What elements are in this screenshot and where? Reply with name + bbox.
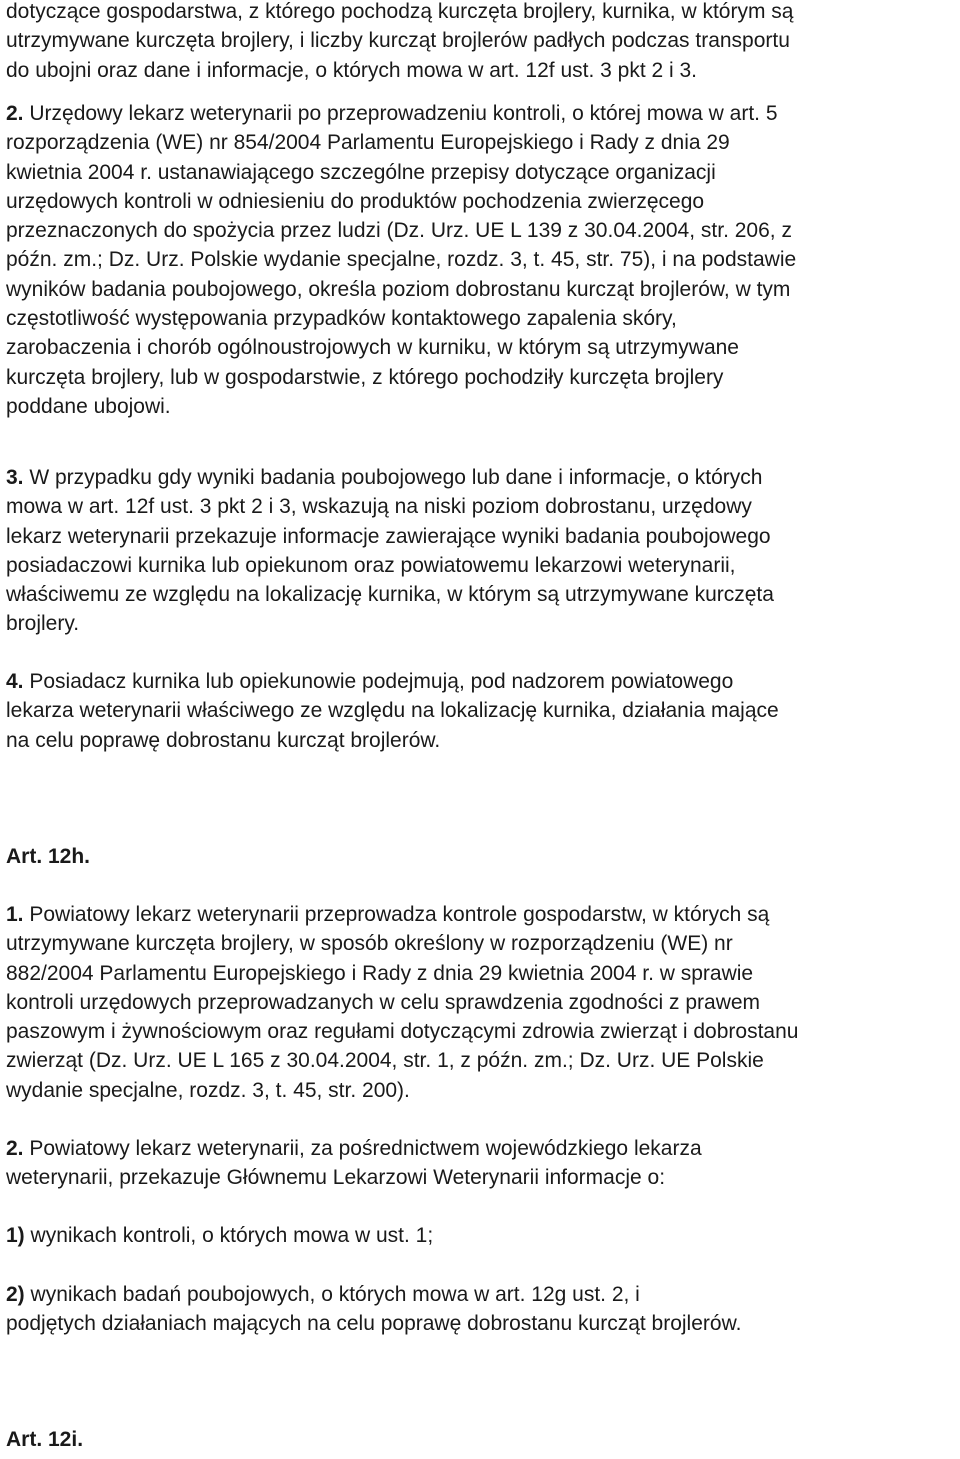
text-line (6, 99, 796, 128)
text-line: wydanie specjalne, rozdz. 3, t. 45, str. 200). (6, 1078, 410, 1102)
text-line: utrzymywane kurczęta brojlery, i liczby kurcząt brojlerów padłych podczas transportu (6, 29, 790, 53)
text-line: właściwemu ze względu na lokalizację kurnika, w którym są utrzymywane kurczęta (6, 583, 774, 607)
list-item-1 (6, 1221, 433, 1250)
text-line: lekarz weterynarii przekazuje informacje zawierające wyniki badania poubojowego (6, 524, 771, 548)
text-fragment: W przypadku gdy wyniki badania poubojowego lub dane i informacje, o których (23, 466, 763, 489)
text-line: paszowym i żywnościowym oraz regułami dotyczącymi zdrowia zwierząt i dobrostanu (6, 1020, 799, 1044)
text-line: utrzymywane kurczęta brojlery, w sposób określony w rozporządzeniu (WE) nr (6, 932, 733, 956)
paragraph-number: 1. (6, 903, 24, 926)
text-line: przeznaczonych do spożycia przez ludzi (Dz. Urz. UE L 139 z 30.04.2004, str. 206, z (6, 219, 792, 243)
text-line: podjętych działaniach mających na celu poprawę dobrostanu kurcząt brojlerów. (6, 1312, 742, 1336)
text-line (6, 667, 779, 696)
text-line: kurczęta brojlery, lub w gospodarstwie, z którego pochodziły kurczęta brojlery (6, 365, 724, 389)
text-line: wyników badania poubojowego, określa poziom dobrostanu kurcząt brojlerów, w tym (6, 277, 791, 301)
paragraph-continuation (6, 0, 793, 85)
paragraph-12h-2 (6, 1134, 702, 1193)
paragraph-4 (6, 667, 779, 755)
text-line (6, 1134, 702, 1163)
paragraph-number: 2. (6, 102, 24, 125)
article-heading-12i: Art. 12i. (6, 1428, 84, 1451)
text-fragment: wynikach kontroli, o których mowa w ust. 1; (24, 1224, 434, 1247)
text-line: kontroli urzędowych przeprowadzanych w celu sprawdzenia zgodności z prawem (6, 990, 761, 1014)
text-line: kwietnia 2004 r. ustanawiającego szczególne przepisy dotyczące organizacji (6, 160, 716, 184)
text-fragment: Posiadacz kurnika lub opiekunowie podejmują, pod nadzorem powiatowego (23, 670, 734, 693)
text-line (6, 463, 774, 492)
text-line: urzędowych kontroli w odniesieniu do produktów pochodzenia zwierzęcego (6, 189, 705, 213)
text-line: późn. zm.; Dz. Urz. Polskie wydanie specjalne, rozdz. 3, t. 45, str. 75), i na podstawie (6, 248, 797, 272)
text-line: mowa w art. 12f ust. 3 pkt 2 i 3, wskazują na niski poziom dobrostanu, urzędowy (6, 495, 752, 519)
text-line: dotyczące gospodarstwa, z którego pochodzą kurczęta brojlery, kurnika, w którym są (6, 0, 794, 23)
text-line: częstotliwość występowania przypadków kontaktowego zapalenia skóry, (6, 307, 677, 331)
text-line: na celu poprawę dobrostanu kurcząt brojlerów. (6, 728, 441, 752)
paragraph-number: 2. (6, 1137, 24, 1160)
list-item-number: 1) (6, 1224, 25, 1247)
text-line: zarobaczenia i chorób ogólnoustrojowych w kurniku, w którym są utrzymywane (6, 336, 739, 360)
text-line (6, 900, 798, 929)
text-fragment: Powiatowy lekarz weterynarii, za pośrednictwem wojewódzkiego lekarza (23, 1137, 702, 1160)
paragraph-2 (6, 99, 796, 421)
text-fragment: wynikach badań poubojowych, o których mowa w art. 12g ust. 2, i (24, 1283, 640, 1306)
paragraph-number: 3. (6, 466, 24, 489)
list-item-number: 2) (6, 1283, 25, 1306)
list-item-2 (6, 1280, 741, 1339)
text-fragment: Urzędowy lekarz weterynarii po przeprowadzeniu kontroli, o której mowa w art. 5 (23, 102, 778, 125)
article-heading-12h: Art. 12h. (6, 845, 91, 868)
text-line: do ubojni oraz dane i informacje, o których mowa w art. 12f ust. 3 pkt 2 i 3. (6, 58, 698, 82)
text-line: posiadaczowi kurnika lub opiekunom oraz powiatowemu lekarzowi weterynarii, (6, 553, 736, 577)
text-line: 882/2004 Parlamentu Europejskiego i Rady z dnia 29 kwietnia 2004 r. w sprawie (6, 961, 754, 985)
paragraph-3 (6, 463, 774, 639)
paragraph-12h-1 (6, 900, 798, 1105)
text-line: rozporządzenia (WE) nr 854/2004 Parlamentu Europejskiego i Rady z dnia 29 (6, 131, 730, 155)
text-fragment: Powiatowy lekarz weterynarii przeprowadza kontrole gospodarstw, w których są (23, 903, 770, 926)
text-line (6, 1221, 433, 1250)
text-line: brojlery. (6, 612, 80, 636)
text-line: poddane ubojowi. (6, 394, 171, 418)
paragraph-number: 4. (6, 670, 24, 693)
text-line (6, 1280, 741, 1309)
text-line: zwierząt (Dz. Urz. UE L 165 z 30.04.2004, str. 1, z późn. zm.; Dz. Urz. UE Polskie (6, 1049, 764, 1073)
text-line: weterynarii, przekazuje Głównemu Lekarzowi Weterynarii informacje o: (6, 1166, 666, 1190)
text-line: lekarza weterynarii właściwego ze względu na lokalizację kurnika, działania mające (6, 699, 779, 723)
